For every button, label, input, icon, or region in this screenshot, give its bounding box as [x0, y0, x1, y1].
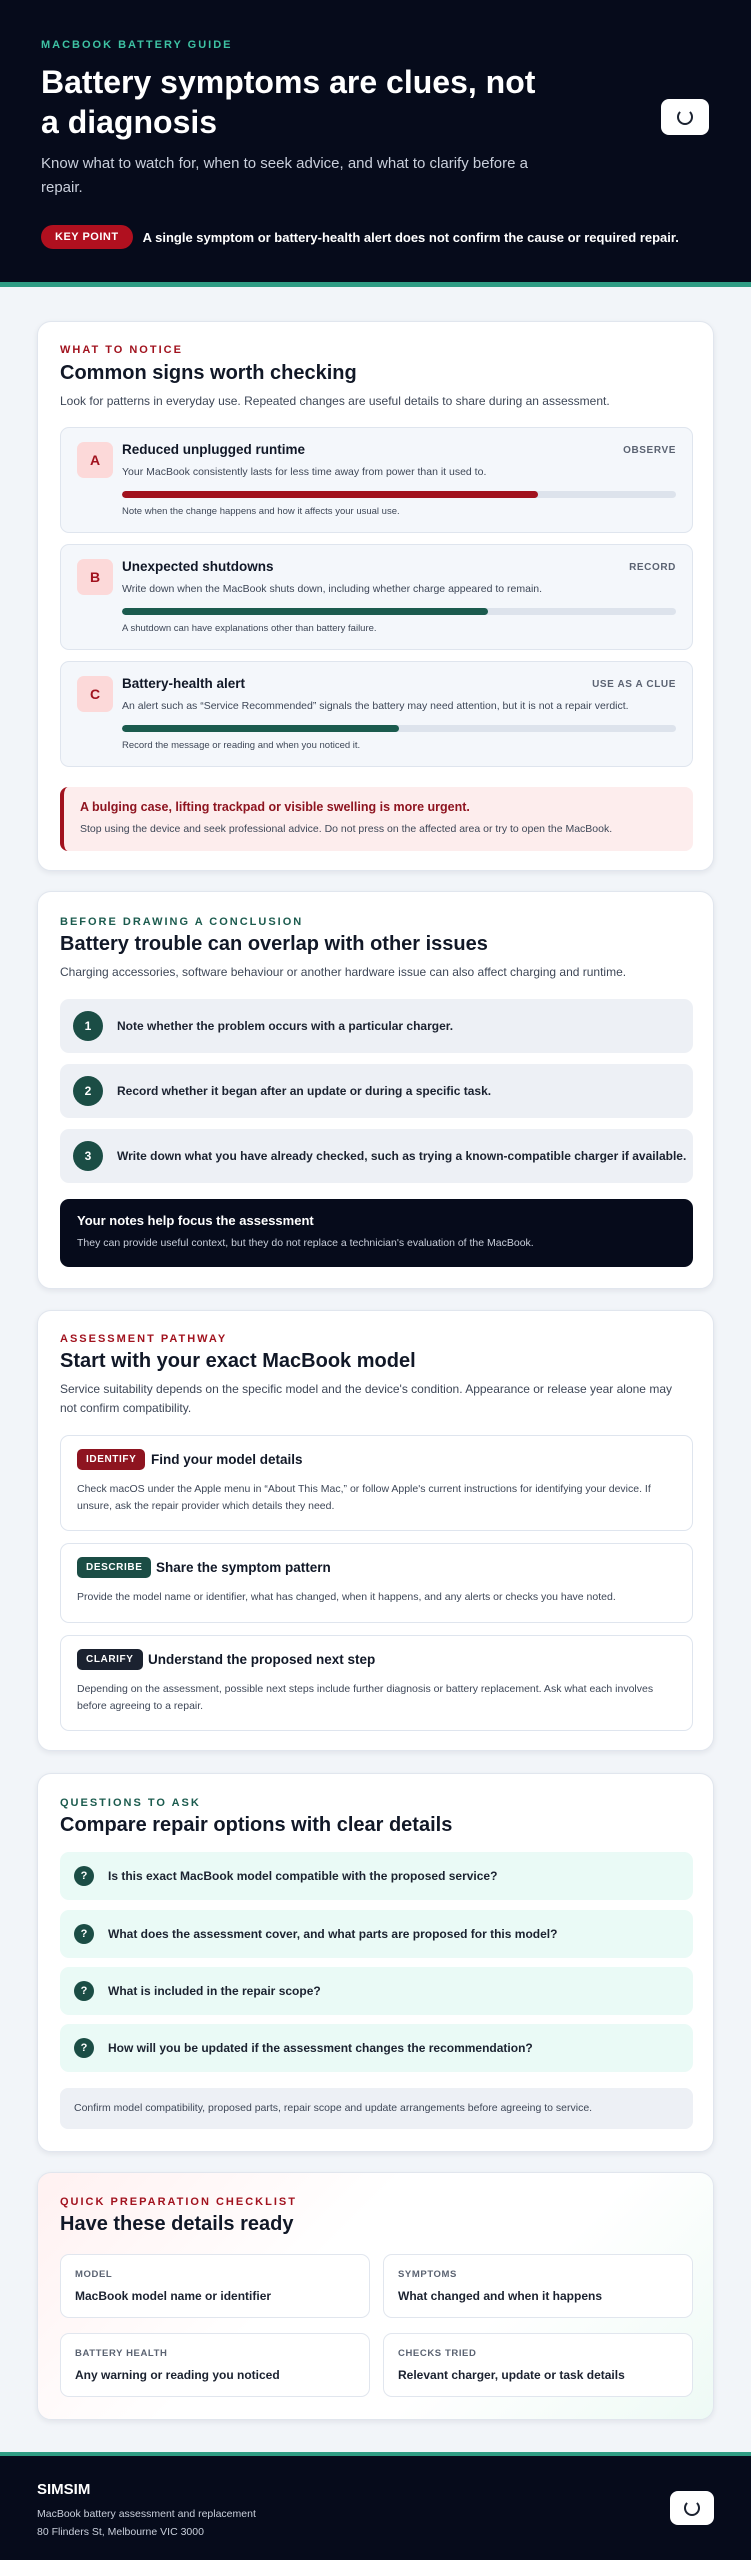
step-text: Record whether it began after an update or during a specific task. — [117, 1084, 492, 1098]
pathway-card — [37, 1310, 714, 1751]
sign-note: Note when the change happens and how it affects your usual use. — [122, 506, 400, 517]
checklist-tile-label: MODEL — [75, 2269, 113, 2280]
step-number: 1 — [73, 1011, 103, 1041]
sign-note: A shutdown can have explanations other than battery failure. — [122, 623, 377, 634]
sign-item — [60, 544, 693, 650]
loading-spinner-icon[interactable] — [661, 99, 709, 135]
sign-tag: OBSERVE — [623, 445, 676, 456]
question-item — [60, 1967, 693, 2015]
sign-desc: Write down when the MacBook shuts down, including whether charge appeared to remain. — [122, 583, 543, 595]
notice-eyebrow: WHAT TO NOTICE — [60, 344, 183, 356]
step-text: Note whether the problem occurs with a particular charger. — [117, 1019, 454, 1033]
sign-level-bar — [122, 608, 676, 615]
question-text: What does the assessment cover, and what parts are proposed for this model? — [108, 1927, 558, 1941]
sign-tag: USE AS A CLUE — [592, 679, 676, 690]
questions-note-text: Confirm model compatibility, proposed parts, repair scope and update arrangements before agreeing to service. — [74, 2102, 593, 2114]
hero-banner — [0, 0, 751, 287]
sign-desc: An alert such as “Service Recommended” signals the battery may need attention, but it is not a repair verdict. — [122, 700, 629, 712]
urgent-alert — [60, 787, 693, 851]
step-text: Write down what you have already checked, such as trying a known-compatible charger if available. — [117, 1149, 687, 1163]
pathway-step-desc: Provide the model name or identifier, what has changed, when it happens, and any alerts or checks you have noted. — [77, 1591, 616, 1603]
pathway-step — [60, 1635, 693, 1731]
step-number: 2 — [73, 1076, 103, 1106]
sign-tag: RECORD — [629, 562, 676, 573]
sign-level-fill — [122, 725, 399, 732]
question-icon: ? — [74, 1924, 94, 1944]
sign-item — [60, 661, 693, 767]
question-item — [60, 2024, 693, 2072]
overlap-desc: Charging accessories, software behaviour or another hardware issue can also affect charging and runtime. — [60, 965, 627, 979]
checklist-tile-value: MacBook model name or identifier — [75, 2289, 272, 2303]
pathway-tag: CLARIFY — [77, 1649, 143, 1670]
notes-title: Your notes help focus the assessment — [77, 1213, 314, 1228]
pathway-step-title: Share the symptom pattern — [156, 1560, 331, 1575]
questions-title: Compare repair options with clear details — [60, 1814, 453, 1836]
pathway-step-desc: Check macOS under the Apple menu in “About This Mac,” or follow Apple's current instructions for identifying your device. If unsure, ask the repair provider which details they need. — [77, 1483, 651, 1512]
pathway-eyebrow: ASSESSMENT PATHWAY — [60, 1333, 228, 1345]
overlap-card — [37, 891, 714, 1289]
hero-lede: Know what to watch for, when to seek advice, and what to clarify before a repair. — [41, 155, 528, 196]
checklist-tile-label: BATTERY HEALTH — [75, 2348, 168, 2359]
checklist-tile — [60, 2333, 370, 2397]
questions-card — [37, 1773, 714, 2152]
pathway-tag: IDENTIFY — [77, 1449, 145, 1470]
question-icon: ? — [74, 2038, 94, 2058]
question-text: Is this exact MacBook model compatible with the proposed service? — [108, 1869, 498, 1883]
pathway-step — [60, 1543, 693, 1623]
checklist-tile — [383, 2254, 693, 2318]
pathway-step-title: Understand the proposed next step — [148, 1652, 376, 1667]
checklist-tile-value: Relevant charger, update or task details — [398, 2368, 625, 2382]
pathway-title: Start with your exact MacBook model — [60, 1350, 416, 1372]
checklist-tile-value: Any warning or reading you noticed — [75, 2368, 280, 2382]
sign-title: Battery-health alert — [122, 676, 246, 691]
alert-title: A bulging case, lifting trackpad or visible swelling is more urgent. — [80, 800, 470, 814]
page-title: Battery symptoms are clues, not a diagnosis — [41, 64, 536, 140]
sign-level-fill — [122, 608, 488, 615]
footer-address: 80 Flinders St, Melbourne VIC 3000 — [37, 2526, 204, 2538]
loading-spinner-icon[interactable] — [670, 2491, 714, 2525]
question-icon: ? — [74, 1981, 94, 2001]
checklist-title: Have these details ready — [60, 2213, 294, 2235]
sign-title: Unexpected shutdowns — [122, 559, 274, 574]
checklist-card — [37, 2172, 714, 2420]
footer-brand: SIMSIM — [37, 2481, 91, 2498]
notes-desc: They can provide useful context, but they do not replace a technician's evaluation of the MacBook. — [77, 1237, 534, 1249]
sign-badge: B — [77, 559, 113, 595]
step-item — [60, 1129, 693, 1183]
step-item — [60, 1064, 693, 1118]
step-number: 3 — [73, 1141, 103, 1171]
pathway-step — [60, 1435, 693, 1531]
sign-level-bar — [122, 725, 676, 732]
site-footer — [0, 2452, 751, 2560]
key-point-text: A single symptom or battery-health alert does not confirm the cause or required repair. — [142, 229, 679, 245]
pathway-step-desc: Depending on the assessment, possible next steps include further diagnosis or battery replacement. Ask what each involves before agreeing to a repair. — [77, 1683, 654, 1712]
checklist-tile-label: SYMPTOMS — [398, 2269, 457, 2280]
checklist-tile-label: CHECKS TRIED — [398, 2348, 477, 2359]
checklist-eyebrow: QUICK PREPARATION CHECKLIST — [60, 2196, 297, 2208]
question-item — [60, 1910, 693, 1958]
question-text: How will you be updated if the assessment changes the recommendation? — [108, 2041, 533, 2055]
question-item — [60, 1852, 693, 1900]
checklist-tile — [383, 2333, 693, 2397]
notice-card — [37, 321, 714, 871]
sign-desc: Your MacBook consistently lasts for less time away from power than it used to. — [122, 466, 487, 478]
hero-eyebrow: MACBOOK BATTERY GUIDE — [41, 39, 233, 51]
notice-desc: Look for patterns in everyday use. Repeated changes are useful details to share during an assessment. — [60, 394, 610, 408]
overlap-title: Battery trouble can overlap with other issues — [60, 933, 488, 955]
sign-badge: A — [77, 442, 113, 478]
question-icon: ? — [74, 1866, 94, 1886]
sign-level-bar — [122, 491, 676, 498]
notes-callout — [60, 1199, 693, 1267]
pathway-step-title: Find your model details — [151, 1452, 303, 1467]
sign-badge: C — [77, 676, 113, 712]
sign-level-fill — [122, 491, 538, 498]
sign-note: Record the message or reading and when you noticed it. — [122, 740, 361, 751]
questions-eyebrow: QUESTIONS TO ASK — [60, 1797, 201, 1809]
key-point — [41, 225, 679, 249]
pathway-tag: DESCRIBE — [77, 1557, 151, 1578]
footer-tagline: MacBook battery assessment and replacement — [37, 2508, 256, 2520]
step-item — [60, 999, 693, 1053]
overlap-eyebrow: BEFORE DRAWING A CONCLUSION — [60, 916, 304, 928]
pathway-desc: Service suitability depends on the specific model and the device's condition. Appearance or release year alone may not confirm compatibility. — [60, 1382, 672, 1415]
alert-desc: Stop using the device and seek professional advice. Do not press on the affected area or try to open the MacBook. — [80, 823, 613, 835]
key-point-badge: KEY POINT — [41, 225, 133, 249]
sign-item — [60, 427, 693, 533]
questions-note — [60, 2088, 693, 2129]
checklist-tile-value: What changed and when it happens — [398, 2289, 603, 2303]
checklist-tile — [60, 2254, 370, 2318]
sign-title: Reduced unplugged runtime — [122, 442, 306, 457]
notice-title: Common signs worth checking — [60, 362, 357, 384]
question-text: What is included in the repair scope? — [108, 1984, 321, 1998]
